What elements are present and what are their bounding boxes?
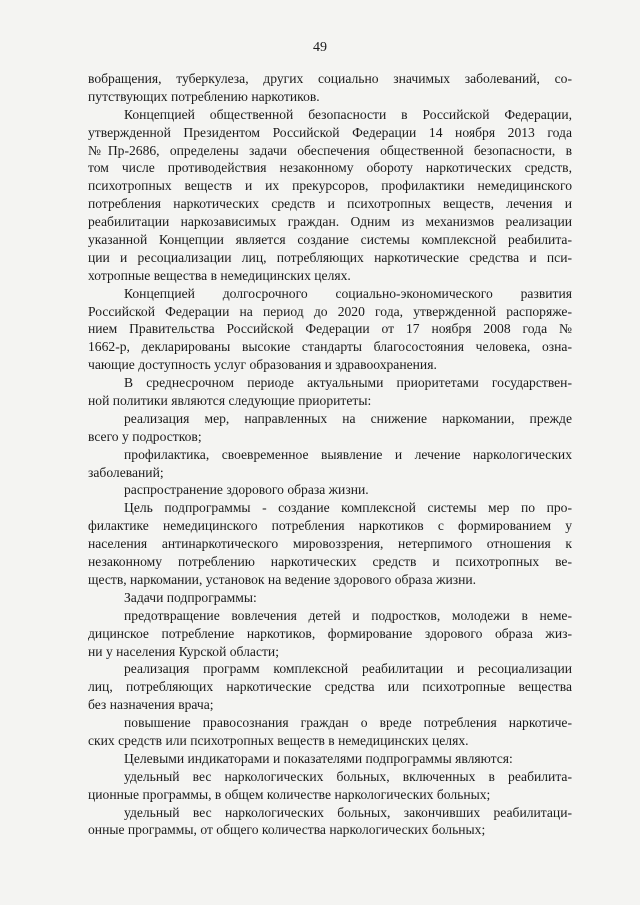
text-line: психотропных веществ и их прекурсоров, профилактики немедицинского xyxy=(88,178,572,194)
text-line: профилактика, своевременное выявление и лечение наркологических xyxy=(124,446,572,462)
text-line: лиц, потребляющих наркотические средства или психотропные вещества xyxy=(88,679,572,695)
text-line: ских средств или психотропных веществ в немедицинских целях. xyxy=(88,732,469,748)
text-line: без назначения врача; xyxy=(88,697,214,713)
text-line: Концепцией общественной безопасности в Российской Федерации, xyxy=(124,106,572,122)
text-line: вобращения, туберкулеза, других социально значимых заболеваний, со- xyxy=(88,71,572,86)
text-line: удельный вес наркологических больных, закончивших реабилитаци- xyxy=(124,804,572,820)
text-line: Российской Федерации на период до 2020 года, утвержденной распоряже- xyxy=(88,303,572,319)
text-line: реализация программ комплексной реабилитации и ресоциализации xyxy=(124,661,572,677)
text-line: распространение здорового образа жизни. xyxy=(124,482,369,498)
text-line: реабилитации наркозависимых граждан. Одним из механизмов реализации xyxy=(88,214,572,230)
text-line: реализация мер, направленных на снижение наркомании, прежде xyxy=(124,410,572,426)
text-line: ции и ресоциализации лиц, потребляющих наркотические средства и пси- xyxy=(88,249,572,265)
text-line: путствующих потреблению наркотиков. xyxy=(88,88,320,104)
text-line: нием Правительства Российской Федерации от 17 ноября 2008 года № xyxy=(88,321,572,337)
text-line: №Пр-2686, определены задачи обеспечения общественной безопасности, в xyxy=(88,142,572,158)
text-line: онные программы, от общего количества наркологических больных; xyxy=(88,822,486,838)
text-line: ционные программы, в общем количестве наркологических больных; xyxy=(88,786,491,802)
text-line: предотвращение вовлечения детей и подростков, молодежи в неме- xyxy=(124,607,572,623)
page-number: 49 xyxy=(313,40,327,55)
text-line: дицинское потребление наркотиков, формирование здорового образа жиз- xyxy=(88,625,572,641)
text-line: В среднесрочном периоде актуальными приоритетами государствен- xyxy=(124,375,572,391)
text-line: филактике немедицинского потребления наркотиков с формированием у xyxy=(88,518,572,534)
text-line: том числе противодействия незаконному обороту наркотических средств, xyxy=(88,160,572,176)
text-line: потребления наркотических средств и психотропных веществ, лечения и xyxy=(88,196,572,212)
text-line: ной политики являются следующие приоритеты: xyxy=(88,393,372,409)
text-line: Задачи подпрограммы: xyxy=(124,589,257,605)
text-line: хотропные вещества в немедицинских целях. xyxy=(88,267,351,283)
text-line: заболеваний; xyxy=(88,464,164,480)
text-line: Целевыми индикаторами и показателями подпрограммы являются: xyxy=(124,750,513,766)
text-line: указанной Концепции является создание системы комплексной реабилита- xyxy=(88,232,572,248)
text-line: Цель подпрограммы - создание комплексной системы мер по про- xyxy=(124,500,572,516)
body-text xyxy=(88,70,572,839)
text-line: незаконному потреблению наркотических средств и психотропных ве- xyxy=(88,554,572,570)
text-line: всего у подростков; xyxy=(88,428,202,444)
text-line: повышение правосознания граждан о вреде потребления наркотиче- xyxy=(124,715,572,731)
text-line: ни у населения Курской области; xyxy=(88,643,279,659)
text-line: утвержденной Президентом Российской Федерации 14 ноября 2013 года xyxy=(88,124,572,140)
text-line: Концепцией долгосрочного социально-экономического развития xyxy=(124,285,572,301)
text-line: 1662-р, декларированы высокие стандарты благосостояния человека, озна- xyxy=(88,339,572,355)
text-line: ществ, наркомании, установок на ведение здорового образа жизни. xyxy=(88,571,477,587)
text-line: удельный вес наркологических больных, включенных в реабилита- xyxy=(124,768,572,784)
text-line: населения антинаркотического мировоззрения, нетерпимого отношения к xyxy=(88,536,572,552)
text-line: чающие доступность услуг образования и здравоохранения. xyxy=(88,357,437,373)
